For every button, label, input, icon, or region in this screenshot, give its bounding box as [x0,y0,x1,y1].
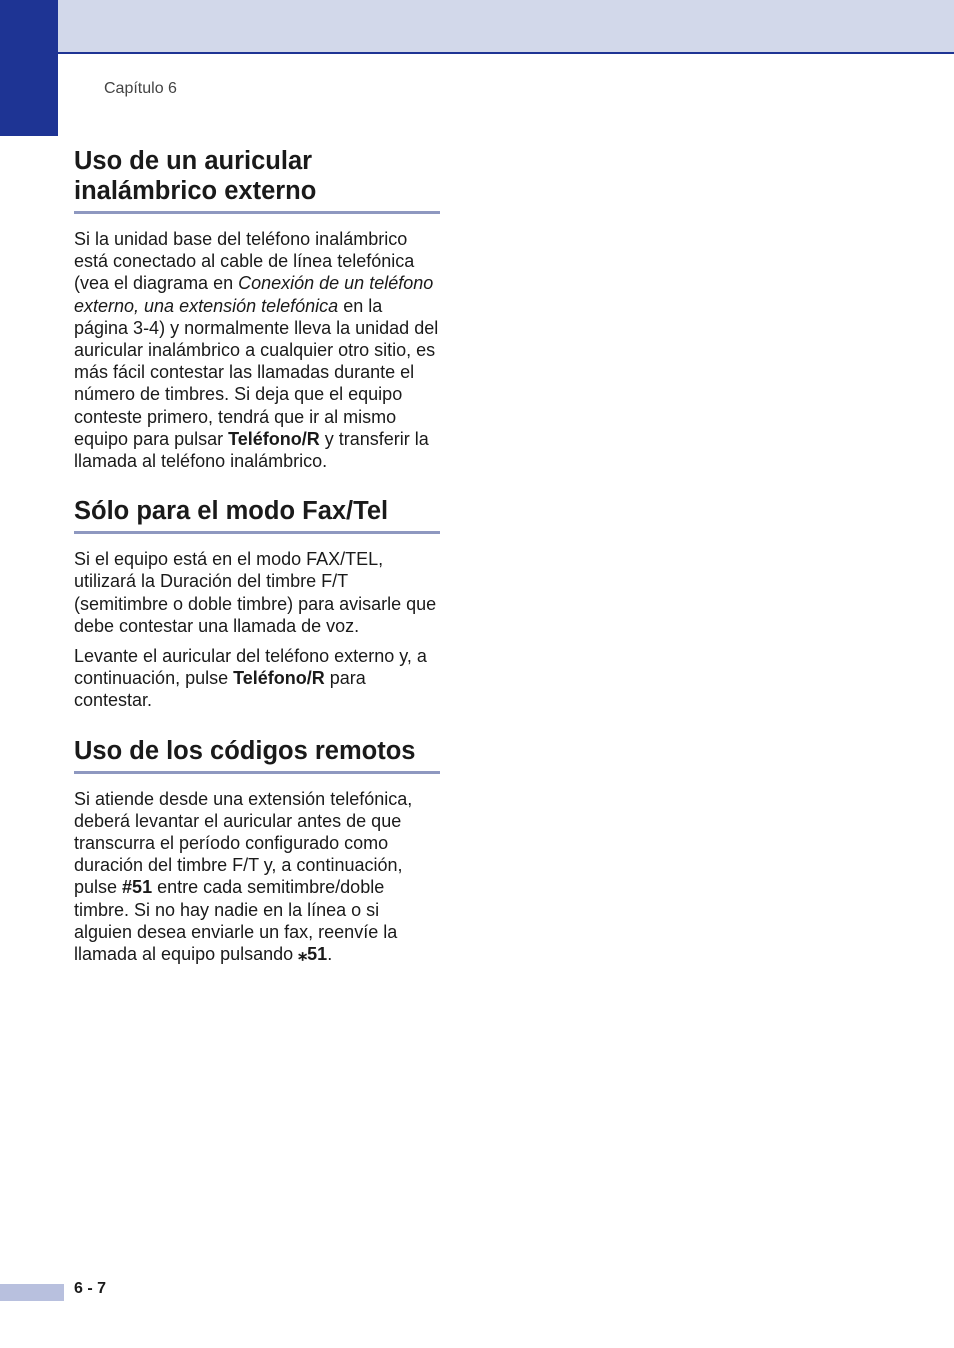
section-title: Sólo para el modo Fax/Tel [74,497,389,526]
paragraph: Si la unidad base del teléfono inalámbrico está conectado al cable de línea telefónica (vea el diagrama en Conexión de un teléfono externo, una extensión telefónica en la página 3-4) y normalmente lleva la unidad del auricular inalámbrico a cualquier otro sitio, es más fácil contestar las llamadas durante el número de timbres. Si deja que el equipo conteste primero, tendrá que ir al mismo equipo para pulsar Teléfono/R y transferir la llamada al teléfono inalámbrico. [74,229,439,472]
chapter-tab [0,0,58,136]
section-title: Uso de un auricular inalámbrico externo [74,147,317,205]
section-rule [74,531,440,534]
page-content [74,146,440,989]
paragraph: Levante el auricular del teléfono externo y, a continuación, pulse Teléfono/R para contestar. [74,646,427,711]
page-number: 6 - 7 [74,1280,107,1297]
section-rule [74,771,440,774]
section-fax-tel-mode [74,496,440,711]
footer-band [0,1284,64,1301]
section-rule [74,211,440,214]
paragraph: Si atiende desde una extensión telefónica, deberá levantar el auricular antes de que transcurra el período configurado como duración del timbre F/T y, a continuación, pulse #51 entre cada semitimbre/doble timbre. Si no hay nadie en la línea o si alguien desea enviarle un fax, reenvíe la llamada al equipo pulsando ⁎51. [74,788,413,965]
chapter-label: Capítulo 6 [104,80,177,97]
section-remote-codes [74,736,440,966]
section-title: Uso de los códigos remotos [74,736,416,765]
header-band [0,0,954,54]
section-cordless-handset [74,146,440,472]
paragraph: Si el equipo está en el modo FAX/TEL, utilizará la Duración del timbre F/T (semitimbre o doble timbre) para avisarle que debe contestar una llamada de voz. [74,549,437,636]
star-icon: ⁎ [298,944,308,965]
